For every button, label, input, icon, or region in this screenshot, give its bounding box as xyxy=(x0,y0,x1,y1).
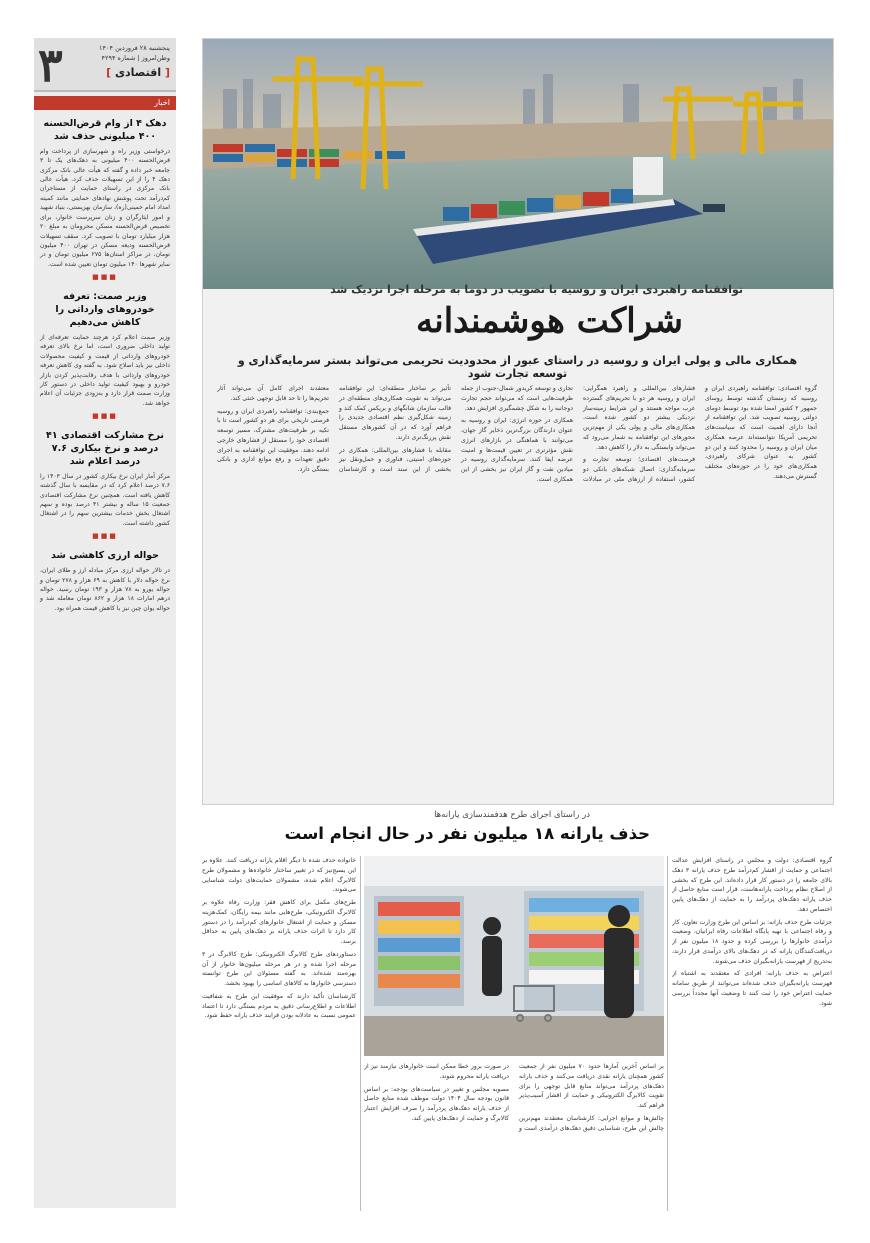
port-photo xyxy=(203,39,833,289)
subsidy-paragraph: اعتراض به حذف یارانه: افرادی که معتقدند به اشتباه از فهرست یارانه‌بگیران حذف شده‌اند می‌توانند از طریق سامانه حمایت اعتراض خود را ثبت کنند تا وضعیت آنها مجدداً بررسی شود. xyxy=(672,970,832,1007)
side-news-title: نرخ مشارکت اقتصادی ۴۱ درصد و نرخ بیکاری ۷.۶ درصد اعلام شد xyxy=(46,430,164,467)
feature-paragraph: گروه اقتصادی: توافقنامه راهبردی ایران و روسیه که زمستان گذشته توسط روسای جمهور ۲ کشور امضا شده بود توسط دومای دولتی روسیه تصویب شد. این توافقنامه از آنجا دارای اهمیت است که سیاست‌های تحریمی آمریکا نتوانسته‌اند عرصه همکاری میان ایران و روسیه را محدود کنند و این دو کشور به عنوان شرکای راهبردی، همکاری‌های خود را در حوزه‌های مختلف گسترش می‌دهند. xyxy=(705,385,817,480)
subsidy-paragraph: چالش‌ها و موانع اجرایی: کارشناسان معتقدند مهم‌ترین چالش این طرح، شناسایی دقیق دهک‌های درآمدی است و در صورت بروز خطا ممکن است خانوارهای نیازمند نیز از دریافت یارانه محروم شوند. xyxy=(364,1063,664,1132)
section-label xyxy=(106,66,170,79)
side-news-title: وزیر صمت: تعرفه خودروهای وارداتی را کاهش می‌دهیم xyxy=(55,291,155,328)
subsidy-columns-middle xyxy=(364,1062,664,1212)
feature-paragraph: جمع‌بندی: توافقنامه راهبردی ایران و روسیه فرصتی تاریخی برای هر دو کشور است تا با تکیه بر ظرفیت‌های مشترک، مسیر توسعه اقتصادی خود را مستقل از فشارهای خارجی ادامه دهند. موفقیت این توافقنامه به اجرای دقیق تعهدات و رفع موانع اداری و بانکی بستگی دارد. xyxy=(217,407,329,473)
subsidy-paragraph: طرح‌های مکمل برای کاهش فقر: وزارت رفاه علاوه بر کالابرگ الکترونیکی، طرح‌هایی مانند بیمه رایگان، کمک‌هزینه مسکن و حمایت از اشتغال خانوارهای کم‌درآمد را در دستور کار دارد تا اثرات حذف یارانه بر دهک‌های پایین به حداقل برسد. xyxy=(202,899,356,945)
subsidy-paragraph: جزئیات طرح حذف یارانه: بر اساس این طرح وزارت تعاون، کار و رفاه اجتماعی با تهیه پایگاه اطلاعات رفاه ایرانیان، وضعیت درآمدی خانوارها را بررسی کرده و حدود ۱۸ میلیون نفر از دریافت‌کنندگان یارانه که در دهک‌های بالای درآمدی قرار دارند، به‌تدریج از فهرست یارانه‌بگیران حذف می‌شوند. xyxy=(672,918,832,965)
subsidy-column-left xyxy=(202,856,356,1211)
feature-paragraph: فشارهای بین‌المللی و راهبرد همگرایی: ایران و روسیه هر دو با تحریم‌های گسترده غرب مواجه هستند و این شرایط زمینه‌ساز نزدیکی بیشتر دو کشور شده است. همکاری‌های مالی و پولی یکی از مهم‌ترین محورهای این توافقنامه به شمار می‌رود که می‌تواند وابستگی به دلار را کاهش دهد. xyxy=(583,385,695,451)
subsidy-paragraph: خانواده حذف شده تا دیگر اقلام یارانه دریافت کنند. علاوه بر این بسیج‌نیز که در تغییر ساختار خانواده‌ها و مشمولان طرح کالابرگ اعلام شده، مشمولان حمایت‌های دولت شناسایی می‌شوند. xyxy=(202,857,356,894)
supermarket-photo xyxy=(364,856,664,1056)
bracket-open: [ xyxy=(164,66,170,79)
section-name: اقتصادی xyxy=(114,66,162,79)
feature-paragraph: همکاری در حوزه انرژی: ایران و روسیه به عنوان دارندگان بزرگ‌ترین ذخایر گاز جهان، می‌توانند با هماهنگی در بازارهای انرژی نقش مؤثرتری در تعیین قیمت‌ها و امنیت عرضه ایفا کنند. سرمایه‌گذاری روسیه در میادین نفت و گاز ایران نیز بخشی از این همکاری است. xyxy=(461,417,573,483)
side-news-4 xyxy=(34,542,176,615)
feature-paragraph: مقابله با فشارهای بین‌المللی: همکاری در حوزه‌های امنیتی، فناوری و حمل‌ونقل نیز بخشی از این سند است و کارشناسان معتقدند اجرای کامل آن می‌تواند آثار تحریم‌ها را تا حد قابل توجهی خنثی کند. xyxy=(217,385,451,473)
feature-paragraph: فرصت‌های اقتصادی؛ توسعه تجارت و سرمایه‌گذاری: اتصال شبکه‌های بانکی دو کشور، استفاده از ارزهای ملی در مبادلات تجاری و توسعه کریدور شمال-جنوب از جمله ظرفیت‌هایی است که می‌تواند حجم تجارت دوجانبه را به شکل چشمگیری افزایش دهد. xyxy=(461,385,695,483)
supermarket-illustration xyxy=(364,856,664,1056)
port-illustration xyxy=(203,39,833,289)
subsidy-kicker: در راستای اجرای طرح هدفمندسازی یارانه‌ها xyxy=(434,810,590,820)
separator-icon: ■■■ xyxy=(92,532,118,541)
subsidy-paragraph: دستاوردهای طرح کالابرگ الکترونیکی: طرح کالابرگ در ۳ مرحله اجرا شده و در هر مرحله میلیون‌ها خانوار از آن بهره‌مند شده‌اند. به گفته مسئولان این طرح توانسته دسترسی خانوارها به کالاهای اساسی را بهبود بخشد. xyxy=(202,950,356,987)
side-news-text: در تالار حواله ارزی مرکز مبادله ارز و طلای ایران، نرخ حواله دلار با کاهش به ۶۹ هزار و ۲۷۸ تومان و حواله یورو به ۷۸ هزار و ۱۹۳ تومان رسید. حواله درهم امارات ۱۸ هزار و ۸۶۲ تومان معامله شد و حواله یوان چین نیز با کاهش قیمت همراه بود. xyxy=(40,567,171,612)
feature-story xyxy=(202,38,834,805)
masthead xyxy=(34,38,176,92)
issue-date: پنجشنبه ۲۸ فروردین ۱۴۰۴ xyxy=(99,44,170,52)
feature-body xyxy=(217,384,817,794)
subsidy-paragraph: کارشناسان تأکید دارند که موفقیت این طرح به شفافیت اطلاعات و اطلاع‌رسانی دقیق به مردم بستگی دارد تا اعتماد عمومی نسبت به عادلانه بودن فرایند حذف یارانه حفظ شود. xyxy=(202,992,356,1020)
subsidy-paragraph: گروه اقتصادی: دولت و مجلس در راستای افزایش عدالت اجتماعی و حمایت از اقشار کم‌درآمد طرح حذف یارانه ۳ دهک بالای جامعه را در دستور کار قرار داده‌اند. این طرح که بخشی از اصلاح نظام پرداخت یارانه‌هاست، قرار است منابع حاصل از حذف یارانه دهک‌های پردرآمد را به حمایت از دهک‌های پایین اختصاص دهد. xyxy=(672,857,832,913)
separator-icon: ■■■ xyxy=(92,412,118,421)
side-column xyxy=(34,38,176,1208)
feature-subhead: همکاری مالی و پولی ایران و روسیه در راستای عبور از محدودیت تحریمی می‌تواند بستر سرمایه‌گذاری و توسعه تجارت شود xyxy=(237,354,798,380)
page-number: ۳ xyxy=(38,38,63,92)
subsidy-column-right xyxy=(672,856,832,1211)
subsidy-paragraph: بر اساس آخرین آمارها حدود ۷۰ میلیون نفر از جمعیت کشور همچنان یارانه نقدی دریافت می‌کنند و حذف یارانه دهک‌های پردرآمد می‌تواند منابع قابل توجهی را برای تقویت کالابرگ الکترونیکی و حمایت از اقشار آسیب‌پذیر فراهم کند. xyxy=(519,1063,664,1109)
subsidy-headline: حذف یارانه ۱۸ میلیون نفر در حال انجام است xyxy=(284,824,650,843)
side-news-title: دهک ۴ از وام قرض‌الحسنه ۴۰۰ میلیونی حذف شد xyxy=(43,118,167,142)
side-news-text: درخواستی وزیر راه و شهرسازی از پرداخت وام قرض‌الحسنه ۴۰۰ میلیونی به دهک‌های یک تا ۳ جامعه خبر داده و گفته که هیأت عالی بانک مرکزی دهک ۴ را از این تسهیلات حذف کرد. هیأت عالی بانک مرکزی در راستای حمایت از مستاجران کم‌درآمد تحت پوشش نهادهای حمایتی مانند کمیته امداد امام خمینی(ره)، سازمان بهزیستی، بنیاد شهید و امور ایثارگران و زنان سرپرست خانوار، برای تخصیص قرض‌الحسنه مسکن محرومان به مبلغ ۲۰ هزار میلیارد تومان با تصویب کرد. سقف تسهیلات قرض‌الحسنه ودیعه مسکن در تهران ۴۰۰ میلیون تومان، در مراکز استان‌ها ۲۷۵ میلیون تومان و در سایر شهرها ۱۴۰ میلیون تومان تعیین شده است. xyxy=(40,147,171,268)
side-news-1 xyxy=(34,110,176,283)
issue-number: وطن‌امروز | شماره ۴۲۹۴ xyxy=(101,54,170,62)
bracket-close: ] xyxy=(106,66,112,79)
side-news-text: وزیر صمت اعلام کرد هرچند حمایت تعرفه‌ای از تولید داخلی ضروری است، اما نرخ بالای تعرفه خودروهای وارداتی از قیمت و کیفیت محصولات داخلی نیز باید اصلاح شود. به گفته وی کاهش تعرفه خودروهای وارداتی با هدف رقابت‌پذیر کردن بازار خودرو و بهبود کیفیت تولید داخلی در دستور کار وزارت صمت قرار دارد و به‌زودی جزئیات آن اعلام خواهد شد. xyxy=(40,333,170,407)
separator-icon: ■■■ xyxy=(92,273,118,282)
side-news-text: مرکز آمار ایران نرخ بیکاری کشور در سال ۱۴۰۳ را ۷.۶ درصد اعلام کرد که در مقایسه با سال گذشته کاهش یافته است. همچنین نرخ مشارکت اقتصادی جمعیت ۱۵ ساله و بیشتر ۴۱ درصد بوده و سهم اشتغال بخش خدمات بیشترین سهم را در اشتغال کشور داشته است. xyxy=(40,472,171,527)
side-news-3 xyxy=(34,422,176,542)
column-rule xyxy=(667,856,668,1211)
feature-headline: شراکت هوشمندانه xyxy=(416,301,683,341)
side-news-2 xyxy=(34,283,176,422)
news-band: اخبار xyxy=(34,96,176,110)
feature-surtitle: توافقنامه راهبردی ایران و روسیه با تصویب در دوما به مرحله اجرا نزدیک شد xyxy=(330,283,743,296)
feature-paragraph: تأثیر بر ساختار منطقه‌ای: این توافقنامه می‌تواند به تقویت همکاری‌های منطقه‌ای در قالب سازمان شانگهای و بریکس کمک کند و زمینه شکل‌گیری نظم اقتصادی جدیدی را فراهم آورد که در آن کشورهای مستقل نقش پررنگ‌تری دارند. xyxy=(339,385,451,441)
column-rule xyxy=(360,856,361,1211)
subsidy-paragraph: مصوبه مجلس و تغییر در سیاست‌های بودجه: بر اساس قانون بودجه سال ۱۴۰۴ دولت موظف شده منابع حاصل از حذف یارانه دهک‌های پردرآمد را صرف افزایش اعتبار کالابرگ و حمایت از دهک‌های پایین کند. xyxy=(364,1085,510,1122)
side-news-title: حواله ارزی کاهشی شد xyxy=(51,550,159,562)
